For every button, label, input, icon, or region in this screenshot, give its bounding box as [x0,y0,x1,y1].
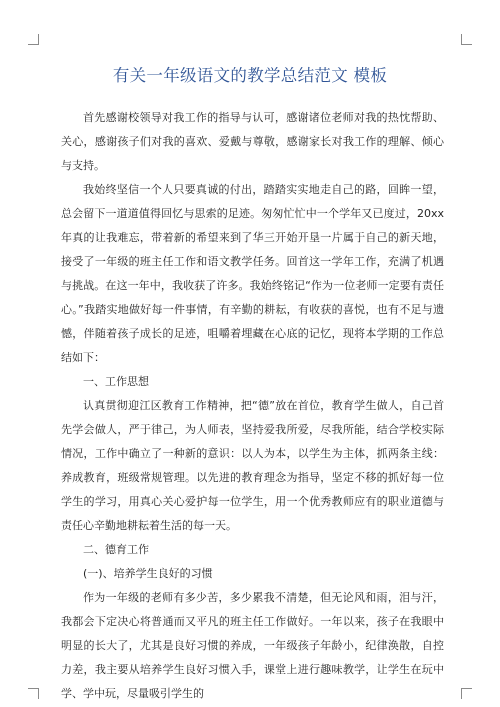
paragraph-work-thought: 认真贯彻迎江区教育工作精神，把“德”放在首位，教育学生做人，自己首先学会做人，严于律己，为人师表，坚持爱我所爱，尽我所能，结合学校实际情况，工作中确立了一种新的意识：以人为本，以学生为主体，抓两条主线：养成教育，班级常规管理。以先进的教育理念为指导，坚定不移的抓好每一位学生的学习，用真心关心爱护每一位学生，用一个优秀教师应有的职业道德与责任心辛勤地耕耘着生活的每一天。 [61,399,444,532]
crop-mark-top-right [461,34,472,45]
paragraph-reflection: 我始终坚信一个人只要真诚的付出，踏踏实实地走自己的路，回眸一望，总会留下一道道值得回忆与思索的足迹。匆匆忙忙中一个学年又已度过，20xx年真的让我难忘，带着新的希望来到了华三开始开垦一片属于自己的新天地，接受了一年级的班主任工作和语文教学任务。回首这一学年工作，充满了机遇与挑战。在这一年中，我收获了许多。我始终铭记“作为一位老师一定要有责任心。”我踏实地做好每一件事情，有辛勤的耕耘，有收获的喜悦，也有不足与遗憾，伴随着孩子成长的足迹，咀嚼着埋藏在心底的记忆，现将本学期的工作总结如下： [61,183,444,364]
crop-mark-bottom-left [28,688,39,699]
document-title: 有关一年级语文的教学总结范文 模板 [112,66,388,85]
crop-mark-top-left [28,34,39,45]
document-body [61,106,444,706]
heading-work-thought: 一、工作思想 [83,375,149,388]
subheading-good-habits: (一)、培养学生良好的习惯 [83,567,213,580]
crop-mark-bottom-right [461,688,472,699]
paragraph-good-habits: 作为一年级的老师有多少苦，多少累我不清楚，但无论风和雨，泪与汗，我都会下定决心将普通而又平凡的班主任工作做好。一年以来，孩子在我眼中明显的长大了，尤其是良好习惯的养成，一年级孩子年龄小，纪律涣散，自控力差，我主要从培养学生良好习惯入手，课堂上进行趣味教学，让学生在玩中学、学中玩，尽量吸引学生的 [61,591,444,700]
heading-moral-education: 二、德育工作 [83,543,149,556]
paragraph-thanks: 首先感谢校领导对我工作的指导与认可，感谢诸位老师对我的热忱帮助、关心，感谢孩子们对我的喜欢、爱戴与尊敬，感谢家长对我工作的理解、倾心与支持。 [61,111,444,172]
